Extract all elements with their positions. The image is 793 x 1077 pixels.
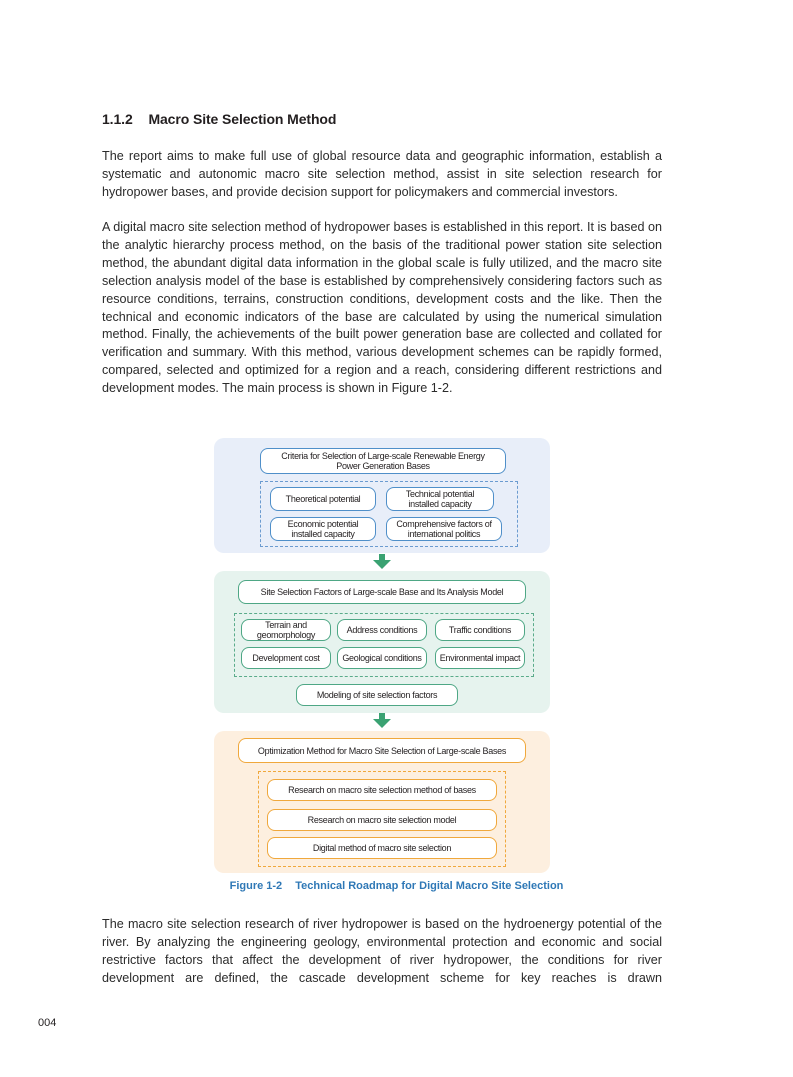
figure-caption bbox=[0, 880, 793, 892]
arrow-down-icon bbox=[372, 713, 392, 729]
arrow-down-icon bbox=[372, 554, 392, 570]
stage1-panel bbox=[214, 438, 550, 553]
paragraph-method: A digital macro site selection method of hydropower bases is established in this report. It is based on the analytic hierarchy process method, on the basis of the traditional power station site selection method, the abundant digital data information in the global scale is fully utilized, and the macro site selection analysis model of the base is established by comprehensively considering factors such as resource conditions, terrains, construction conditions, development costs and the like. Then the technical and economic indicators of the base are calculated by using the numerical simulation method. Finally, the achievements of the built power generation base are collected and collated for verification and summary. With this method, various development schemes can be rapidly formed, compared, selected and optimized for a region and a reach, considering different restrictions and development modes. The main process is shown in Figure 1-2. bbox=[102, 220, 662, 396]
section-number: 1.1.2 bbox=[102, 111, 133, 127]
stage2-panel bbox=[214, 571, 550, 713]
stage1-item-technical: Technical potential installed capacity bbox=[386, 487, 494, 511]
stage3-item-digital: Digital method of macro site selection bbox=[267, 837, 497, 859]
section-title: Macro Site Selection Method bbox=[148, 111, 337, 127]
stage2-footer-box: Modeling of site selection factors bbox=[296, 684, 458, 706]
figure-caption-text: Technical Roadmap for Digital Macro Site Selection bbox=[295, 880, 564, 892]
section-heading bbox=[102, 111, 336, 127]
stage1-item-politics: Comprehensive factors of international politics bbox=[386, 517, 502, 541]
figure-number: Figure 1-2 bbox=[229, 880, 283, 892]
page-number: 004 bbox=[38, 1017, 57, 1029]
stage2-item-cost: Development cost bbox=[241, 647, 331, 669]
paragraph-intro: The report aims to make full use of global resource data and geographic information, establish a systematic and autonomic macro site selection method, assist in site selection research for hydropower bases, and provide decision support for policymakers and commercial investors. bbox=[102, 149, 662, 199]
stage3-panel bbox=[214, 731, 550, 873]
stage2-item-terrain: Terrain and geomorphology bbox=[241, 619, 331, 641]
stage1-item-theoretical: Theoretical potential bbox=[270, 487, 376, 511]
stage3-item-model: Research on macro site selection model bbox=[267, 809, 497, 831]
stage3-item-method: Research on macro site selection method of bases bbox=[267, 779, 497, 801]
stage1-item-economic: Economic potential installed capacity bbox=[270, 517, 376, 541]
stage2-item-traffic: Traffic conditions bbox=[435, 619, 525, 641]
stage2-item-geology: Geological conditions bbox=[337, 647, 427, 669]
stage3-title-box: Optimization Method for Macro Site Selection of Large-scale Bases bbox=[238, 738, 526, 763]
paragraph-river: The macro site selection research of river hydropower is based on the hydroenergy potential of the river. By analyzing the engineering geology, environmental protection and economic and social restrictive factors that affect the development of river hydropower, the conditions for river development are defined, the cascade development scheme for key reaches is drawn bbox=[102, 917, 662, 985]
stage1-title-box: Criteria for Selection of Large-scale Renewable Energy Power Generation Bases bbox=[260, 448, 506, 474]
stage2-item-environment: Environmental impact bbox=[435, 647, 525, 669]
stage2-title-box: Site Selection Factors of Large-scale Base and Its Analysis Model bbox=[238, 580, 526, 604]
stage2-item-address: Address conditions bbox=[337, 619, 427, 641]
